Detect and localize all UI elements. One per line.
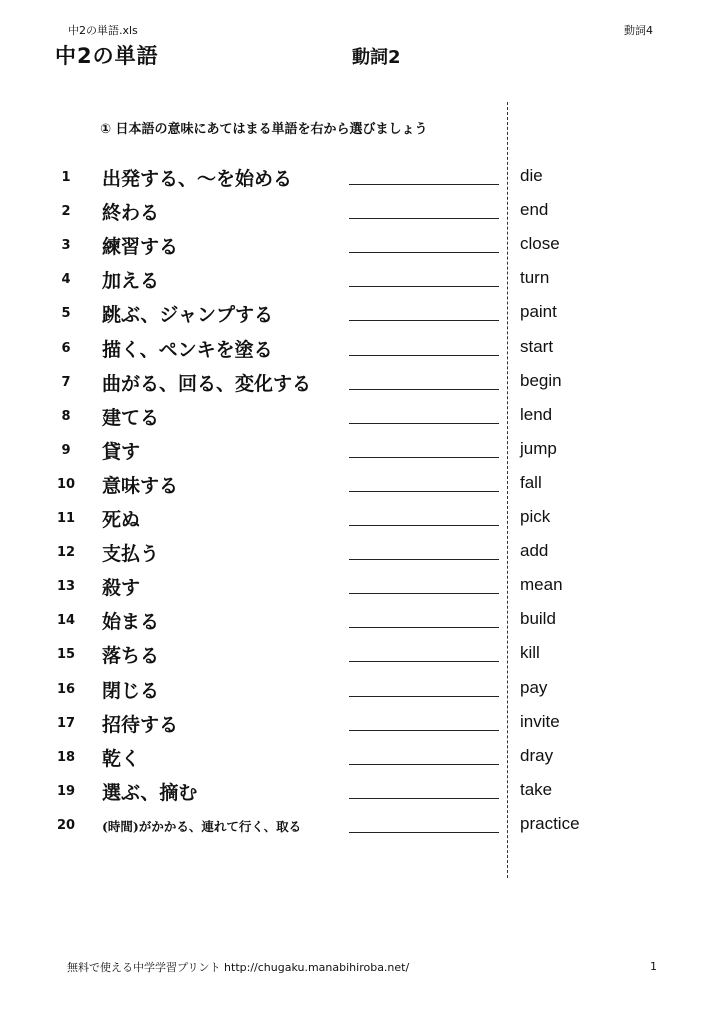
answer-blank[interactable] — [349, 764, 499, 765]
item-number: 3 — [61, 238, 71, 254]
japanese-meaning: 出発する、〜を始める — [102, 168, 293, 190]
item-number: 8 — [61, 408, 71, 424]
english-word-choice: begin — [520, 370, 562, 390]
japanese-meaning: 殺す — [102, 577, 141, 600]
japanese-meaning: 描く、ペンキを塗る — [102, 338, 273, 361]
item-number: 6 — [61, 340, 71, 356]
item-number: 17 — [56, 715, 76, 731]
japanese-meaning: 乾く — [102, 747, 141, 770]
item-number: 4 — [61, 272, 71, 288]
exercise-row — [0, 710, 724, 744]
english-word-choice: jump — [520, 438, 557, 458]
item-number: 19 — [56, 783, 76, 799]
english-word-choice: close — [520, 234, 560, 254]
answer-blank[interactable] — [349, 559, 499, 560]
exercise-row — [0, 300, 724, 334]
answer-blank[interactable] — [349, 798, 499, 799]
item-number: 10 — [56, 476, 76, 492]
answer-blank[interactable] — [349, 457, 499, 458]
english-word-choice: build — [520, 609, 556, 629]
english-word-choice: start — [520, 336, 554, 356]
english-word-choice: take — [520, 779, 553, 799]
answer-blank[interactable] — [349, 320, 499, 321]
exercise-row — [0, 812, 724, 846]
english-word-choice: pay — [520, 677, 548, 697]
english-word-choice: paint — [520, 302, 557, 322]
item-number: 13 — [56, 579, 76, 595]
answer-blank[interactable] — [349, 252, 499, 253]
page-title: 中2の単語 — [55, 44, 159, 68]
item-number: 18 — [56, 749, 76, 765]
exercise-row — [0, 198, 724, 232]
japanese-meaning: 死ぬ — [102, 509, 141, 531]
english-word-choice: kill — [520, 643, 540, 663]
answer-blank[interactable] — [349, 491, 499, 492]
exercise-row — [0, 505, 724, 539]
japanese-meaning: 曲がる、回る、変化する — [102, 372, 312, 395]
english-word-choice: invite — [520, 711, 560, 731]
answer-blank[interactable] — [349, 355, 499, 356]
answer-blank[interactable] — [349, 627, 499, 628]
exercise-row — [0, 403, 724, 437]
english-word-choice: end — [520, 200, 549, 220]
page-number: 1 — [650, 960, 657, 973]
japanese-meaning: 跳ぶ、ジャンプする — [102, 304, 274, 327]
item-number: 9 — [61, 442, 71, 458]
japanese-meaning: 意味する — [102, 474, 179, 497]
english-word-choice: practice — [520, 813, 580, 833]
item-number: 1 — [61, 170, 71, 185]
answer-blank[interactable] — [349, 218, 499, 219]
japanese-meaning: 終わる — [102, 202, 160, 225]
exercise-row — [0, 778, 724, 812]
exercise-row — [0, 539, 724, 573]
japanese-meaning: 練習する — [102, 236, 179, 259]
exercise-row — [0, 369, 724, 403]
item-number: 11 — [56, 511, 76, 526]
exercise-row — [0, 744, 724, 778]
answer-blank[interactable] — [349, 661, 499, 662]
english-word-choice: turn — [520, 268, 550, 288]
english-word-choice: lend — [520, 404, 553, 424]
english-word-choice: pick — [520, 507, 551, 526]
answer-blank[interactable] — [349, 525, 499, 526]
japanese-meaning: 始まる — [102, 611, 160, 634]
item-number: 2 — [61, 204, 71, 220]
answer-blank[interactable] — [349, 696, 499, 697]
exercise-row — [0, 164, 724, 198]
item-number: 15 — [56, 647, 76, 663]
exercise-row — [0, 676, 724, 710]
exercise-row — [0, 232, 724, 266]
instruction-text: ① 日本語の意味にあてはまる単語を右から選びましょう — [100, 122, 428, 137]
item-number: 5 — [61, 306, 71, 322]
item-number: 16 — [56, 681, 76, 697]
answer-blank[interactable] — [349, 832, 499, 833]
japanese-meaning: 選ぶ、摘む — [102, 781, 198, 804]
answer-blank[interactable] — [349, 184, 499, 185]
exercise-row — [0, 335, 724, 369]
file-name: 中2の単語.xls — [68, 24, 138, 37]
item-number: 20 — [56, 817, 76, 833]
answer-blank[interactable] — [349, 286, 499, 287]
english-word-choice: fall — [520, 472, 542, 492]
item-number: 12 — [56, 545, 76, 561]
answer-blank[interactable] — [349, 730, 499, 731]
japanese-meaning: (時間)がかかる、連れて行く、取る — [102, 818, 302, 834]
answer-blank[interactable] — [349, 389, 499, 390]
japanese-meaning: 招待する — [102, 713, 179, 736]
answer-blank[interactable] — [349, 593, 499, 594]
japanese-meaning: 建てる — [102, 406, 160, 429]
english-word-choice: dray — [520, 745, 554, 765]
page-subtitle: 動詞2 — [352, 47, 401, 68]
japanese-meaning: 貸す — [102, 440, 141, 463]
answer-blank[interactable] — [349, 423, 499, 424]
exercise-row — [0, 573, 724, 607]
japanese-meaning: 加える — [102, 270, 160, 293]
english-word-choice: mean — [520, 575, 563, 595]
exercise-row — [0, 471, 724, 505]
english-word-choice: die — [520, 166, 543, 185]
sheet-name: 動詞4 — [624, 24, 653, 37]
item-number: 14 — [56, 613, 76, 629]
exercise-row — [0, 607, 724, 641]
japanese-meaning: 支払う — [102, 543, 160, 566]
exercise-row — [0, 266, 724, 300]
exercise-row — [0, 641, 724, 675]
footer-text: 無料で使える中学学習プリント http://chugaku.manabihiroba.net/ — [67, 961, 410, 974]
japanese-meaning: 落ちる — [102, 645, 160, 668]
exercise-row — [0, 437, 724, 471]
item-number: 7 — [61, 374, 71, 390]
japanese-meaning: 閉じる — [102, 679, 160, 702]
english-word-choice: add — [520, 541, 549, 561]
